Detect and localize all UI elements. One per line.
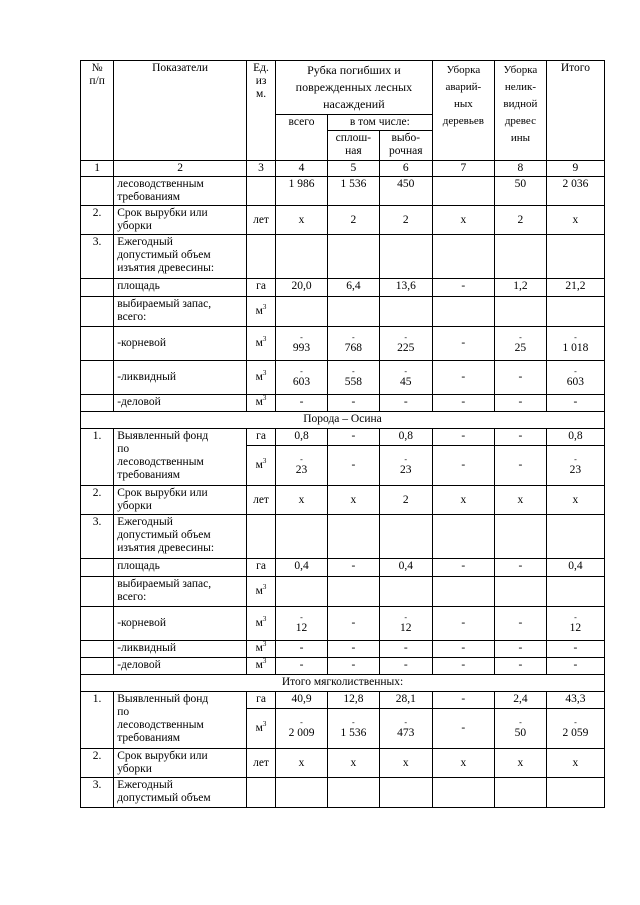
cell: 2,4 bbox=[494, 692, 546, 709]
cell: 20,0 bbox=[276, 279, 328, 297]
cell: - bbox=[379, 658, 432, 675]
cell: - bbox=[432, 446, 494, 486]
cell: x bbox=[546, 749, 604, 778]
row-index: 3. bbox=[81, 235, 114, 279]
row-label: Срок вырубки или уборки bbox=[114, 206, 247, 235]
colnum: 5 bbox=[327, 161, 379, 177]
unit: лет bbox=[247, 486, 276, 515]
row-label: площадь bbox=[114, 559, 247, 577]
header-incl: в том числе: bbox=[327, 115, 432, 131]
row-label: -корневой bbox=[114, 327, 247, 361]
header-felling: Рубка погибших и поврежденных лесных насаждений bbox=[276, 61, 433, 115]
table-row bbox=[81, 658, 605, 675]
unit-m3: $м^3$ bbox=[247, 327, 276, 361]
cell: 2 bbox=[379, 486, 432, 515]
cell: - bbox=[276, 641, 328, 658]
cell: 6,4 bbox=[327, 279, 379, 297]
cell: - bbox=[379, 641, 432, 658]
table-row bbox=[81, 515, 605, 559]
cell: - bbox=[546, 658, 604, 675]
cell: x bbox=[494, 749, 546, 778]
row-index: 1. bbox=[81, 692, 114, 749]
cell: 2 bbox=[494, 206, 546, 235]
cell: x bbox=[432, 206, 494, 235]
unit: га bbox=[247, 559, 276, 577]
cell: - bbox=[327, 641, 379, 658]
row-label: Срок вырубки или уборки bbox=[114, 749, 247, 778]
row-label: Ежегодный допустимый объем bbox=[114, 778, 247, 808]
header-indicators: Показатели bbox=[114, 61, 247, 161]
cell: - 1 536 bbox=[327, 709, 379, 749]
cell: - bbox=[432, 692, 494, 709]
cell: - bbox=[276, 658, 328, 675]
header-num: № п/п bbox=[81, 61, 114, 161]
cell: - 558 bbox=[327, 361, 379, 395]
unit-m3: $м^3$ bbox=[247, 658, 276, 675]
cell: - bbox=[327, 607, 379, 641]
table-row bbox=[81, 692, 605, 709]
cell: 0,8 bbox=[546, 429, 604, 446]
unit-m3: $м^3$ bbox=[247, 577, 276, 607]
cell: - bbox=[494, 607, 546, 641]
unit: лет bbox=[247, 206, 276, 235]
unit-m3: $м^3$ bbox=[247, 297, 276, 327]
header-illiquid: Уборка нелик- видной древес ины bbox=[494, 61, 546, 161]
cell: - 45 bbox=[379, 361, 432, 395]
cell: 0,4 bbox=[379, 559, 432, 577]
cell: - 23 bbox=[546, 446, 604, 486]
row-label: Ежегодный допустимый объем изъятия древесины: bbox=[114, 235, 247, 279]
row-index: 2. bbox=[81, 749, 114, 778]
cell: - 23 bbox=[276, 446, 328, 486]
cell: - bbox=[327, 658, 379, 675]
cell: 21,2 bbox=[546, 279, 604, 297]
cell: 2 bbox=[327, 206, 379, 235]
cell: x bbox=[276, 486, 328, 515]
cell: x bbox=[276, 749, 328, 778]
header-selective: выбо- рочная bbox=[379, 131, 432, 161]
unit: га bbox=[247, 692, 276, 709]
unit-m3: $м^3$ bbox=[247, 361, 276, 395]
cell: 1 986 bbox=[276, 177, 328, 206]
cell: - 1 018 bbox=[546, 327, 604, 361]
cell: x bbox=[494, 486, 546, 515]
cell: x bbox=[276, 206, 328, 235]
row-label: Ежегодный допустимый объем изъятия древесины: bbox=[114, 515, 247, 559]
cell: - 25 bbox=[494, 327, 546, 361]
cell: x bbox=[327, 749, 379, 778]
cell: - bbox=[432, 607, 494, 641]
cell: 1 536 bbox=[327, 177, 379, 206]
cell: 40,9 bbox=[276, 692, 328, 709]
cell: - bbox=[432, 279, 494, 297]
cell: - 2 009 bbox=[276, 709, 328, 749]
section-title-aspen: Порода – Осина bbox=[81, 412, 605, 429]
cell: - bbox=[276, 395, 328, 412]
header-unit: Ед. из м. bbox=[247, 61, 276, 161]
cell bbox=[432, 177, 494, 206]
cell: - 603 bbox=[276, 361, 328, 395]
cell: 0,8 bbox=[379, 429, 432, 446]
cell: 0,8 bbox=[276, 429, 328, 446]
cell: - 473 bbox=[379, 709, 432, 749]
cell: - 12 bbox=[379, 607, 432, 641]
cell: - bbox=[327, 559, 379, 577]
forest-data-table bbox=[80, 60, 605, 808]
cell: - bbox=[327, 429, 379, 446]
cell: - bbox=[494, 429, 546, 446]
cell: 2 bbox=[379, 206, 432, 235]
cell: - bbox=[432, 658, 494, 675]
colnum: 2 bbox=[114, 161, 247, 177]
cell: - 603 bbox=[546, 361, 604, 395]
table-row bbox=[81, 607, 605, 641]
colnum: 7 bbox=[432, 161, 494, 177]
table-row bbox=[81, 641, 605, 658]
cell: 1,2 bbox=[494, 279, 546, 297]
row-label: Срок вырубки или уборки bbox=[114, 486, 247, 515]
row-label: лесоводственным требованиям bbox=[114, 177, 247, 206]
cell: x bbox=[327, 486, 379, 515]
cell: - bbox=[432, 395, 494, 412]
row-label: -ликвидный bbox=[114, 641, 247, 658]
table-row bbox=[81, 486, 605, 515]
cell: - bbox=[546, 395, 604, 412]
cell: - bbox=[327, 446, 379, 486]
cell: - bbox=[432, 327, 494, 361]
unit-m3: $м^3$ bbox=[247, 641, 276, 658]
header-total-sub: всего bbox=[276, 115, 328, 161]
cell: - bbox=[494, 658, 546, 675]
unit: га bbox=[247, 279, 276, 297]
cell: - bbox=[432, 361, 494, 395]
cell: - 2 059 bbox=[546, 709, 604, 749]
cell: 50 bbox=[494, 177, 546, 206]
cell: - 225 bbox=[379, 327, 432, 361]
table-row bbox=[81, 279, 605, 297]
cell: 2 036 bbox=[546, 177, 604, 206]
section-row bbox=[81, 412, 605, 429]
cell: - bbox=[494, 395, 546, 412]
table-row bbox=[81, 235, 605, 279]
colnum: 4 bbox=[276, 161, 328, 177]
unit: лет bbox=[247, 749, 276, 778]
row-index: 2. bbox=[81, 486, 114, 515]
header-total: Итого bbox=[546, 61, 604, 161]
cell: 28,1 bbox=[379, 692, 432, 709]
cell: - bbox=[494, 446, 546, 486]
table-row bbox=[81, 177, 605, 206]
unit: га bbox=[247, 429, 276, 446]
table-row bbox=[81, 559, 605, 577]
cell: - 50 bbox=[494, 709, 546, 749]
table-row bbox=[81, 327, 605, 361]
cell: x bbox=[546, 206, 604, 235]
cell: x bbox=[546, 486, 604, 515]
cell: - 23 bbox=[379, 446, 432, 486]
colnum-row bbox=[81, 161, 605, 177]
colnum: 6 bbox=[379, 161, 432, 177]
header-clear: сплош- ная bbox=[327, 131, 379, 161]
unit-m3: $м^3$ bbox=[247, 607, 276, 641]
cell: 13,6 bbox=[379, 279, 432, 297]
cell: - bbox=[494, 361, 546, 395]
table-row bbox=[81, 778, 605, 808]
table-row bbox=[81, 577, 605, 607]
row-label: Выявленный фонд по лесоводственным требованиям bbox=[114, 692, 247, 749]
cell: - bbox=[327, 395, 379, 412]
row-label: -деловой bbox=[114, 395, 247, 412]
row-label: -корневой bbox=[114, 607, 247, 641]
cell: - 768 bbox=[327, 327, 379, 361]
colnum: 8 bbox=[494, 161, 546, 177]
header-emergency: Уборка аварий- ных деревьев bbox=[432, 61, 494, 161]
table-row bbox=[81, 395, 605, 412]
table-row bbox=[81, 206, 605, 235]
cell: - 12 bbox=[546, 607, 604, 641]
colnum: 1 bbox=[81, 161, 114, 177]
colnum: 9 bbox=[546, 161, 604, 177]
section-title-soft-total: Итого мягколиственных: bbox=[81, 675, 605, 692]
row-index: 3. bbox=[81, 778, 114, 808]
cell: 0,4 bbox=[546, 559, 604, 577]
cell: x bbox=[379, 749, 432, 778]
cell: 43,3 bbox=[546, 692, 604, 709]
row-label: выбираемый запас, всего: bbox=[114, 577, 247, 607]
unit-m3: $м^3$ bbox=[247, 395, 276, 412]
unit-m3: $м^3$ bbox=[247, 709, 276, 749]
cell: - bbox=[379, 395, 432, 412]
table-row bbox=[81, 297, 605, 327]
cell: - 993 bbox=[276, 327, 328, 361]
cell: 12,8 bbox=[327, 692, 379, 709]
table-row bbox=[81, 361, 605, 395]
row-label: площадь bbox=[114, 279, 247, 297]
cell: x bbox=[432, 749, 494, 778]
cell: x bbox=[432, 486, 494, 515]
row-label: -ликвидный bbox=[114, 361, 247, 395]
section-row bbox=[81, 675, 605, 692]
row-label: выбираемый запас, всего: bbox=[114, 297, 247, 327]
cell: - bbox=[432, 641, 494, 658]
row-index: 1. bbox=[81, 429, 114, 486]
cell: 450 bbox=[379, 177, 432, 206]
table-row bbox=[81, 429, 605, 446]
cell: - bbox=[546, 641, 604, 658]
cell: - bbox=[432, 559, 494, 577]
colnum: 3 bbox=[247, 161, 276, 177]
cell: - bbox=[432, 709, 494, 749]
cell: - bbox=[432, 429, 494, 446]
cell: - bbox=[494, 641, 546, 658]
unit-m3: $м^3$ bbox=[247, 446, 276, 486]
row-label: Выявленный фонд по лесоводственным требованиям bbox=[114, 429, 247, 486]
cell: - bbox=[494, 559, 546, 577]
row-index: 3. bbox=[81, 515, 114, 559]
cell: 0,4 bbox=[276, 559, 328, 577]
row-label: -деловой bbox=[114, 658, 247, 675]
table-row bbox=[81, 749, 605, 778]
cell: - 12 bbox=[276, 607, 328, 641]
row-index: 2. bbox=[81, 206, 114, 235]
